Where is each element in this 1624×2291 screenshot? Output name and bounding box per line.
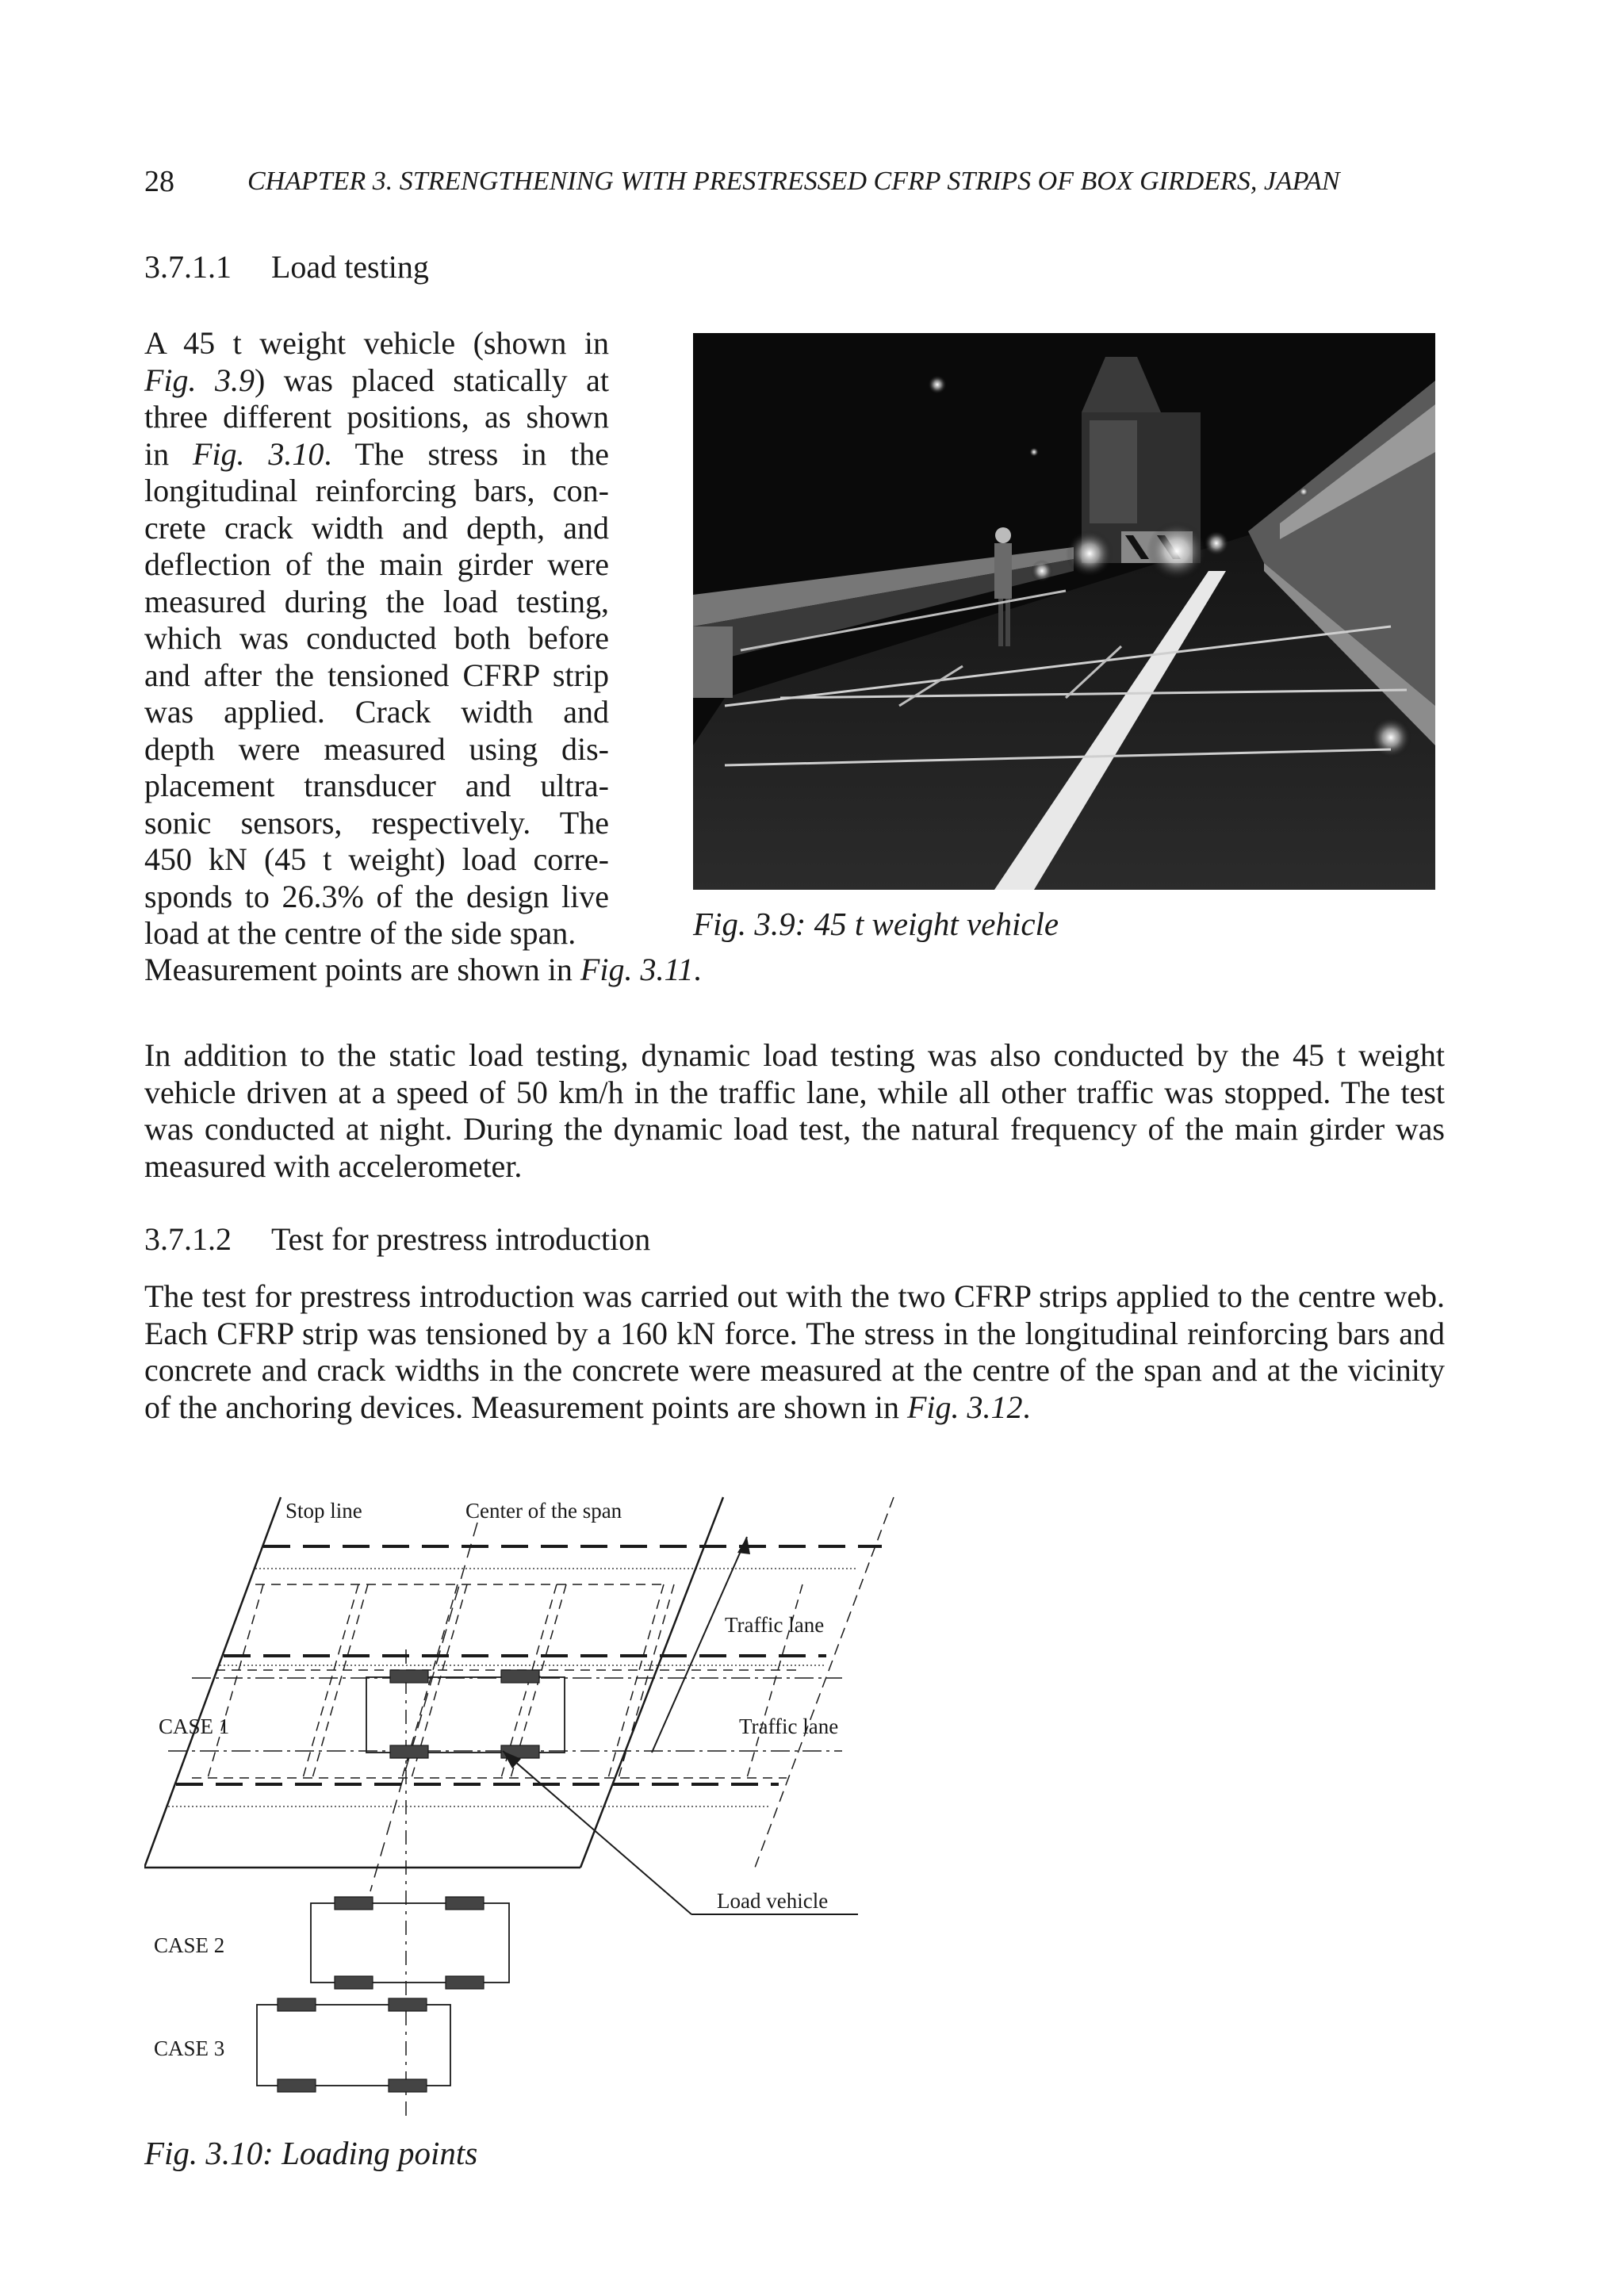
text-line: Fig. 3.9) was placed statically at [144, 362, 610, 398]
text-line: three different positions, as shown [144, 399, 609, 435]
figure-reference: Fig. 3.11 [580, 952, 694, 987]
text-line: load at the centre of the side span. [144, 915, 576, 951]
section-number: 3.7.1.1 [144, 249, 232, 285]
label-case2: CASE 2 [154, 1933, 225, 1957]
text-line: in Fig. 3.10. The stress in the [144, 435, 609, 472]
page-header [144, 162, 1445, 201]
text-line: Measurement points are shown in Fig. 3.11. [144, 952, 702, 987]
case1-vehicle [366, 1677, 565, 1753]
label-case3: CASE 3 [154, 2036, 225, 2060]
text-line: was applied. Crack width and [144, 694, 609, 730]
section-title: Load testing [271, 249, 429, 285]
text-line: deflection of the main girder were [144, 546, 609, 582]
text-line: depth were measured using dis- [144, 730, 609, 767]
text-line: sponds to 26.3% of the design live [144, 878, 609, 914]
figure-caption: Fig. 3.9: 45 t weight vehicle [693, 906, 1059, 942]
page-number: 28 [144, 165, 174, 198]
case3-vehicle [257, 2005, 450, 2086]
paragraph: In addition to the static load testing, dynamic load testing was also conducted by the 45 t weight vehicle driven at a speed of 50 km/h in the traffic lane, while all other traffic was stopped. The test was conducted at night. During the dynamic load test, the natural frequency of the main girder was measured with accelerometer. [144, 1037, 1445, 1184]
figure-caption: Fig. 3.10: Loading points [144, 2135, 478, 2171]
vehicle-photo [693, 333, 1435, 890]
text-line: longitudinal reinforcing bars, con- [144, 473, 609, 508]
figure-reference: Fig. 3.9 [144, 362, 255, 398]
section-heading-prestress [144, 1220, 650, 1259]
figure-reference: Fig. 3.12 [906, 1389, 1023, 1425]
label-stop-line: Stop line [285, 1499, 362, 1523]
label-traffic-lane: Traffic lane [725, 1613, 825, 1637]
text-line: measured during the load testing, [144, 583, 609, 619]
text-line: crete crack width and depth, and [144, 509, 609, 546]
text-line: sonic sensors, respectively. The [144, 804, 609, 841]
text-line: A 45 t weight vehicle (shown in [144, 325, 609, 361]
text-line: and after the tensioned CFRP strip [144, 657, 609, 693]
section-title: Test for prestress introduction [271, 1221, 651, 1257]
text-line: placement transducer and ultra- [144, 768, 609, 803]
text-line: which was conducted both before [144, 620, 609, 656]
figure-reference: Fig. 3.10 [192, 435, 324, 472]
wrapped-paragraph [144, 325, 609, 952]
paragraph: The test for prestress introduction was carried out with the two CFRP strips applied to the centre web. Each CFRP strip was tensioned by a 160 kN force. The stress in the longitudinal reinforcing bars and concrete and crack widths in the concrete were measured at the centre of the span and at the vicinity of the anchoring devices. Measurement points are shown in Fig. 3.12. [144, 1278, 1445, 1425]
section-number: 3.7.1.2 [144, 1221, 232, 1257]
label-case1: CASE 1 [159, 1714, 230, 1738]
case2-vehicle [311, 1903, 509, 1983]
loading-points-diagram [144, 1491, 906, 2125]
text-line: 450 kN (45 t weight) load corre- [144, 841, 609, 877]
label-traffic-lane: Traffic lane [739, 1714, 839, 1738]
label-center-of-span: Center of the span [465, 1499, 622, 1523]
section-heading-load-testing [144, 247, 429, 287]
running-title: CHAPTER 3. STRENGTHENING WITH PRESTRESSED CFRP STRIPS OF BOX GIRDERS, JAPAN [247, 167, 1340, 196]
label-load-vehicle: Load vehicle [717, 1889, 829, 1913]
stop-line [144, 1497, 281, 1868]
